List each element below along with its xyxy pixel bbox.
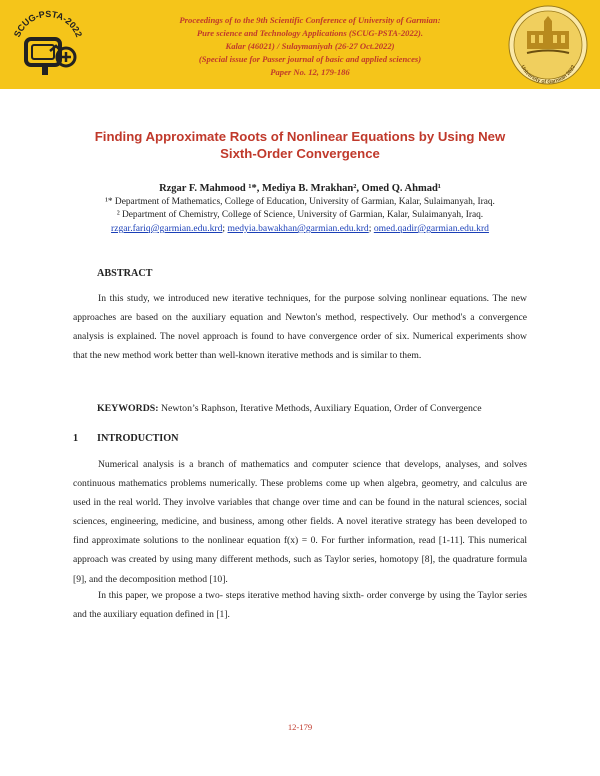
intro-paragraph-2 [73,586,527,624]
keywords-label: KEYWORDS: [97,403,159,414]
affiliation-2: ² Department of Chemistry, College of Science, University of Garmian, Kalar, Sulaimanyah, Iraq. [116,210,484,220]
affiliation-1: ¹* Department of Mathematics, College of Education, University of Garmian, Kalar, Sulaimanyah, Iraq. [105,197,495,207]
header-line: Pure science and Technology Applications (SCUG-PSTA-2022). [196,28,424,38]
intro-paragraph-1-text: Numerical analysis is a branch of mathematics and computer science that develops, analyses, and solves continuous mathematics problems numerically. These problems come up when algebra, geometry, and calculus are used in the real world. They involve variables that change over time and can be found in the natural sciences, social sciences, engineering, medicine, and business, among other fields. A novel iterative strategy has been developed to find approximate solutions to the nonlinear equation f(x) = 0. For further information, read [1-11]. This numerical approach was created by using many different methods, such as Taylor series, homotopy [8], the quadrature formula [9], and the decomposition method [10]. [73,459,527,585]
title-line: Sixth-Order Convergence [220,146,380,161]
section-number: 1 [73,433,79,444]
author-emails [40,223,560,234]
abstract-heading: ABSTRACT [97,268,153,279]
conference-logo-icon [6,3,90,87]
header-line: Kalar (46021) / Sulaymaniyah (26-27 Oct.2022) [225,41,395,51]
authors: Rzgar F. Mahmood ¹*, Mediya B. Mrakhan², Omed Q. Ahmad¹ [159,183,441,194]
intro-paragraph-2-text: In this paper, we propose a two- steps iterative method having sixth- order converge by using the Taylor series and the auxiliary equation defined in [1]. [73,590,527,621]
abstract-body: In this study, we introduced new iterative techniques, for the purpose solving nonlinear equations. The new approaches are based on the auxiliary equation and Newton's method, respectively. Our method's a convergence analysis is explained. The novel approach is found to have convergence order of six. Numerical experiments show that the new method work better than well-known iterative methods and is similar to them. [73,293,527,362]
keywords-text: Newton’s Raphson, Iterative Methods, Auxiliary Equation, Order of Convergence [158,403,482,414]
page-number: 12-179 [287,722,313,732]
logo-left-text: SCUG-PSTA-2022 [11,8,85,39]
abstract-text [73,289,527,365]
section-title: INTRODUCTION [97,433,179,444]
header-line: Proceedings of to the 9th Scientific Conference of University of Garmian: [179,15,441,25]
intro-paragraph-1 [73,455,527,589]
university-seal-icon [505,3,591,87]
email-separator: ; [368,223,374,234]
header-banner [0,0,600,89]
header-line: Paper No. 12, 179-186 [270,67,350,77]
logo-right-text: University of Garmian 2022 [519,64,577,86]
email-link[interactable]: medyia.bawakhan@garmian.edu.krd [227,223,369,234]
email-link[interactable]: omed.qadir@garmian.edu.krd [373,223,489,234]
header-line: (Special issue for Passer journal of basic and applied sciences) [198,54,422,64]
email-link[interactable]: rzgar.fariq@garmian.edu.krd [111,223,223,234]
conference-header [145,14,475,79]
email-separator: ; [222,223,228,234]
section-heading [73,433,179,444]
keywords [97,403,482,414]
paper-title [60,128,540,162]
title-line: Finding Approximate Roots of Nonlinear Equations by Using New [94,129,506,144]
